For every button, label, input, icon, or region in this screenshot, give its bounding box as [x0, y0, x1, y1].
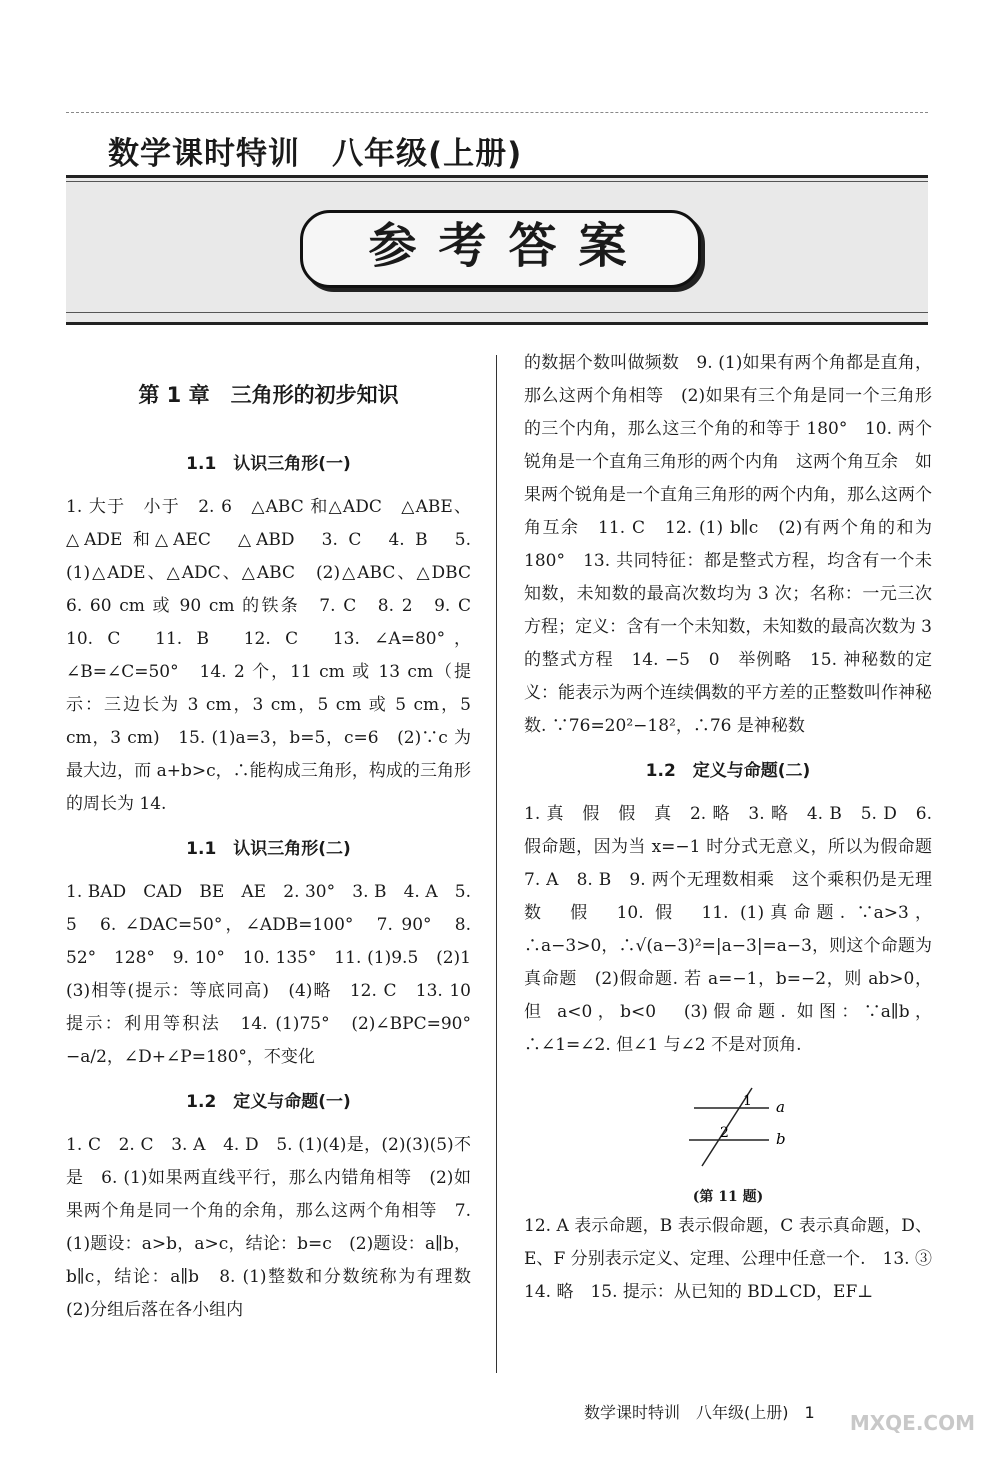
line-a-label: a	[776, 1098, 785, 1116]
parallel-lines-figure	[524, 1070, 932, 1190]
section-body: 的数据个数叫做频数 9. (1)如果有两个角都是直角，那么这两个角相等 (2)如果有三个角是同一个三角形的三个内角，那么这三个角的和等于 180° 10. 两个锐角是一个直角三角形的两个内角 这两个角互余 如果两个锐角是一个直角三角形的两个内角，那么这两个角互余 11. C 12. (1) b∥c (2)有两个角的和为 180° 13. 共同特征：都是整式方程，均含有一个未知数，未知数的最高次数均为 3 次；名称：一元三次方程；定义：含有一个未知数，未知数的最高次数为 3 的整式方程 14. −5 0 举例略 15. 神秘数的定义：能表示为两个连续偶数的平方差的正整数叫作神秘数. ∵76=20²−18²，∴76 是神秘数	[524, 353, 932, 736]
angle-2-label: 2	[720, 1125, 729, 1141]
header-rule	[66, 112, 928, 113]
section-title: 1.2 定义与命题(一)	[186, 1092, 351, 1112]
chapter-title: 第 1 章 三角形的初步知识	[138, 383, 399, 407]
figure-caption: (第 11 题)	[692, 1189, 764, 1205]
section-title: 1.2 定义与命题(二)	[645, 761, 811, 781]
section-title: 1.1 认识三角形(二)	[186, 839, 351, 859]
section-body: 1. 真 假 假 真 2. 略 3. 略 4. B 5. D 6. 假命题，因为当 x=−1 时分式无意义，所以为假命题 7. A 8. B 9. 两个无理数相乘 这个乘积仍是无理数 假 10. 假 11. (1)真命题. ∵a>3，∴a−3>0，∴√(a−3)²=|a−3|=a−3，则这个命题为真命题 (2)假命题. 若 a=−1，b=−2，则 ab>0，但 a<0，b<0 (3)假命题. 如图：∵a∥b，∴∠1=∠2. 但∠1 与∠2 不是对顶角.	[524, 804, 949, 1055]
banner-line-bottom	[66, 312, 928, 313]
left-column	[66, 375, 488, 1327]
angle-1-label: 1	[743, 1093, 752, 1109]
right-column	[524, 347, 949, 1309]
page-footer: 数学课时特训 八年级(上册) 1	[584, 1403, 815, 1422]
section-body: 12. A 表示命题，B 表示假命题，C 表示真命题，D、E、F 分别表示定义、定理、公理中任意一个. 13. ③ 14. 略 15. 提示：从已知的 BD⊥CD，EF⊥	[524, 1216, 949, 1302]
header-title: 数学课时特训 八年级(上册)	[108, 136, 523, 172]
section-body: 1. 大于 小于 2. 6 △ABC 和△ADC △ABE、△ADE 和△AEC △ABD 3. C 4. B 5. (1)△ADE、△ADC、△ABC (2)△ABC、△DBC 6. 60 cm 或 90 cm 的铁条 7. C 8. 2 9. C 10. C 11. B 12. C 13. ∠A=80°，∠B=∠C=50° 14. 2 个，11 cm 或 13 cm（提示：三边长为 3 cm，3 cm，5 cm 或 5 cm，5 cm，3 cm) 15. (1)a=3，b=5，c=6 (2)∵c 为最大边，而 a+b>c，∴能构成三角形，构成的三角形的周长为 14.	[66, 497, 488, 814]
banner-line-top	[66, 181, 928, 182]
line-b-label: b	[776, 1130, 786, 1148]
figure-11	[524, 1070, 932, 1190]
section-body: 1. BAD CAD BE AE 2. 30° 3. B 4. A 5. 5 6. ∠DAC=50°，∠ADB=100° 7. 90° 8. 52° 128° 9. 10° 10. 135° 11. (1)9.5 (2)1 (3)相等(提示：等底同高) (4)略 12. C 13. 10 提示：利用等积法 14. (1)75° (2)∠BPC=90°−a/2，∠D+∠P=180°，不变化	[66, 882, 488, 1067]
section-body: 1. C 2. C 3. A 4. D 5. (1)(4)是，(2)(3)(5)不是 6. (1)如果两直线平行，那么内错角相等 (2)如果两个角是同一个角的余角，那么这两个角相等 7. (1)题设：a>b，a>c，结论：b=c (2)题设：a∥b，b∥c，结论：a∥b 8. (1)整数和分数统称为有理数 (2)分组后落在各小组内	[66, 1135, 488, 1320]
section-title: 1.1 认识三角形(一)	[186, 454, 351, 474]
banner-title: 参考答案	[368, 218, 649, 274]
watermark: MXQE.COM	[849, 1411, 975, 1435]
column-divider	[496, 355, 497, 1373]
